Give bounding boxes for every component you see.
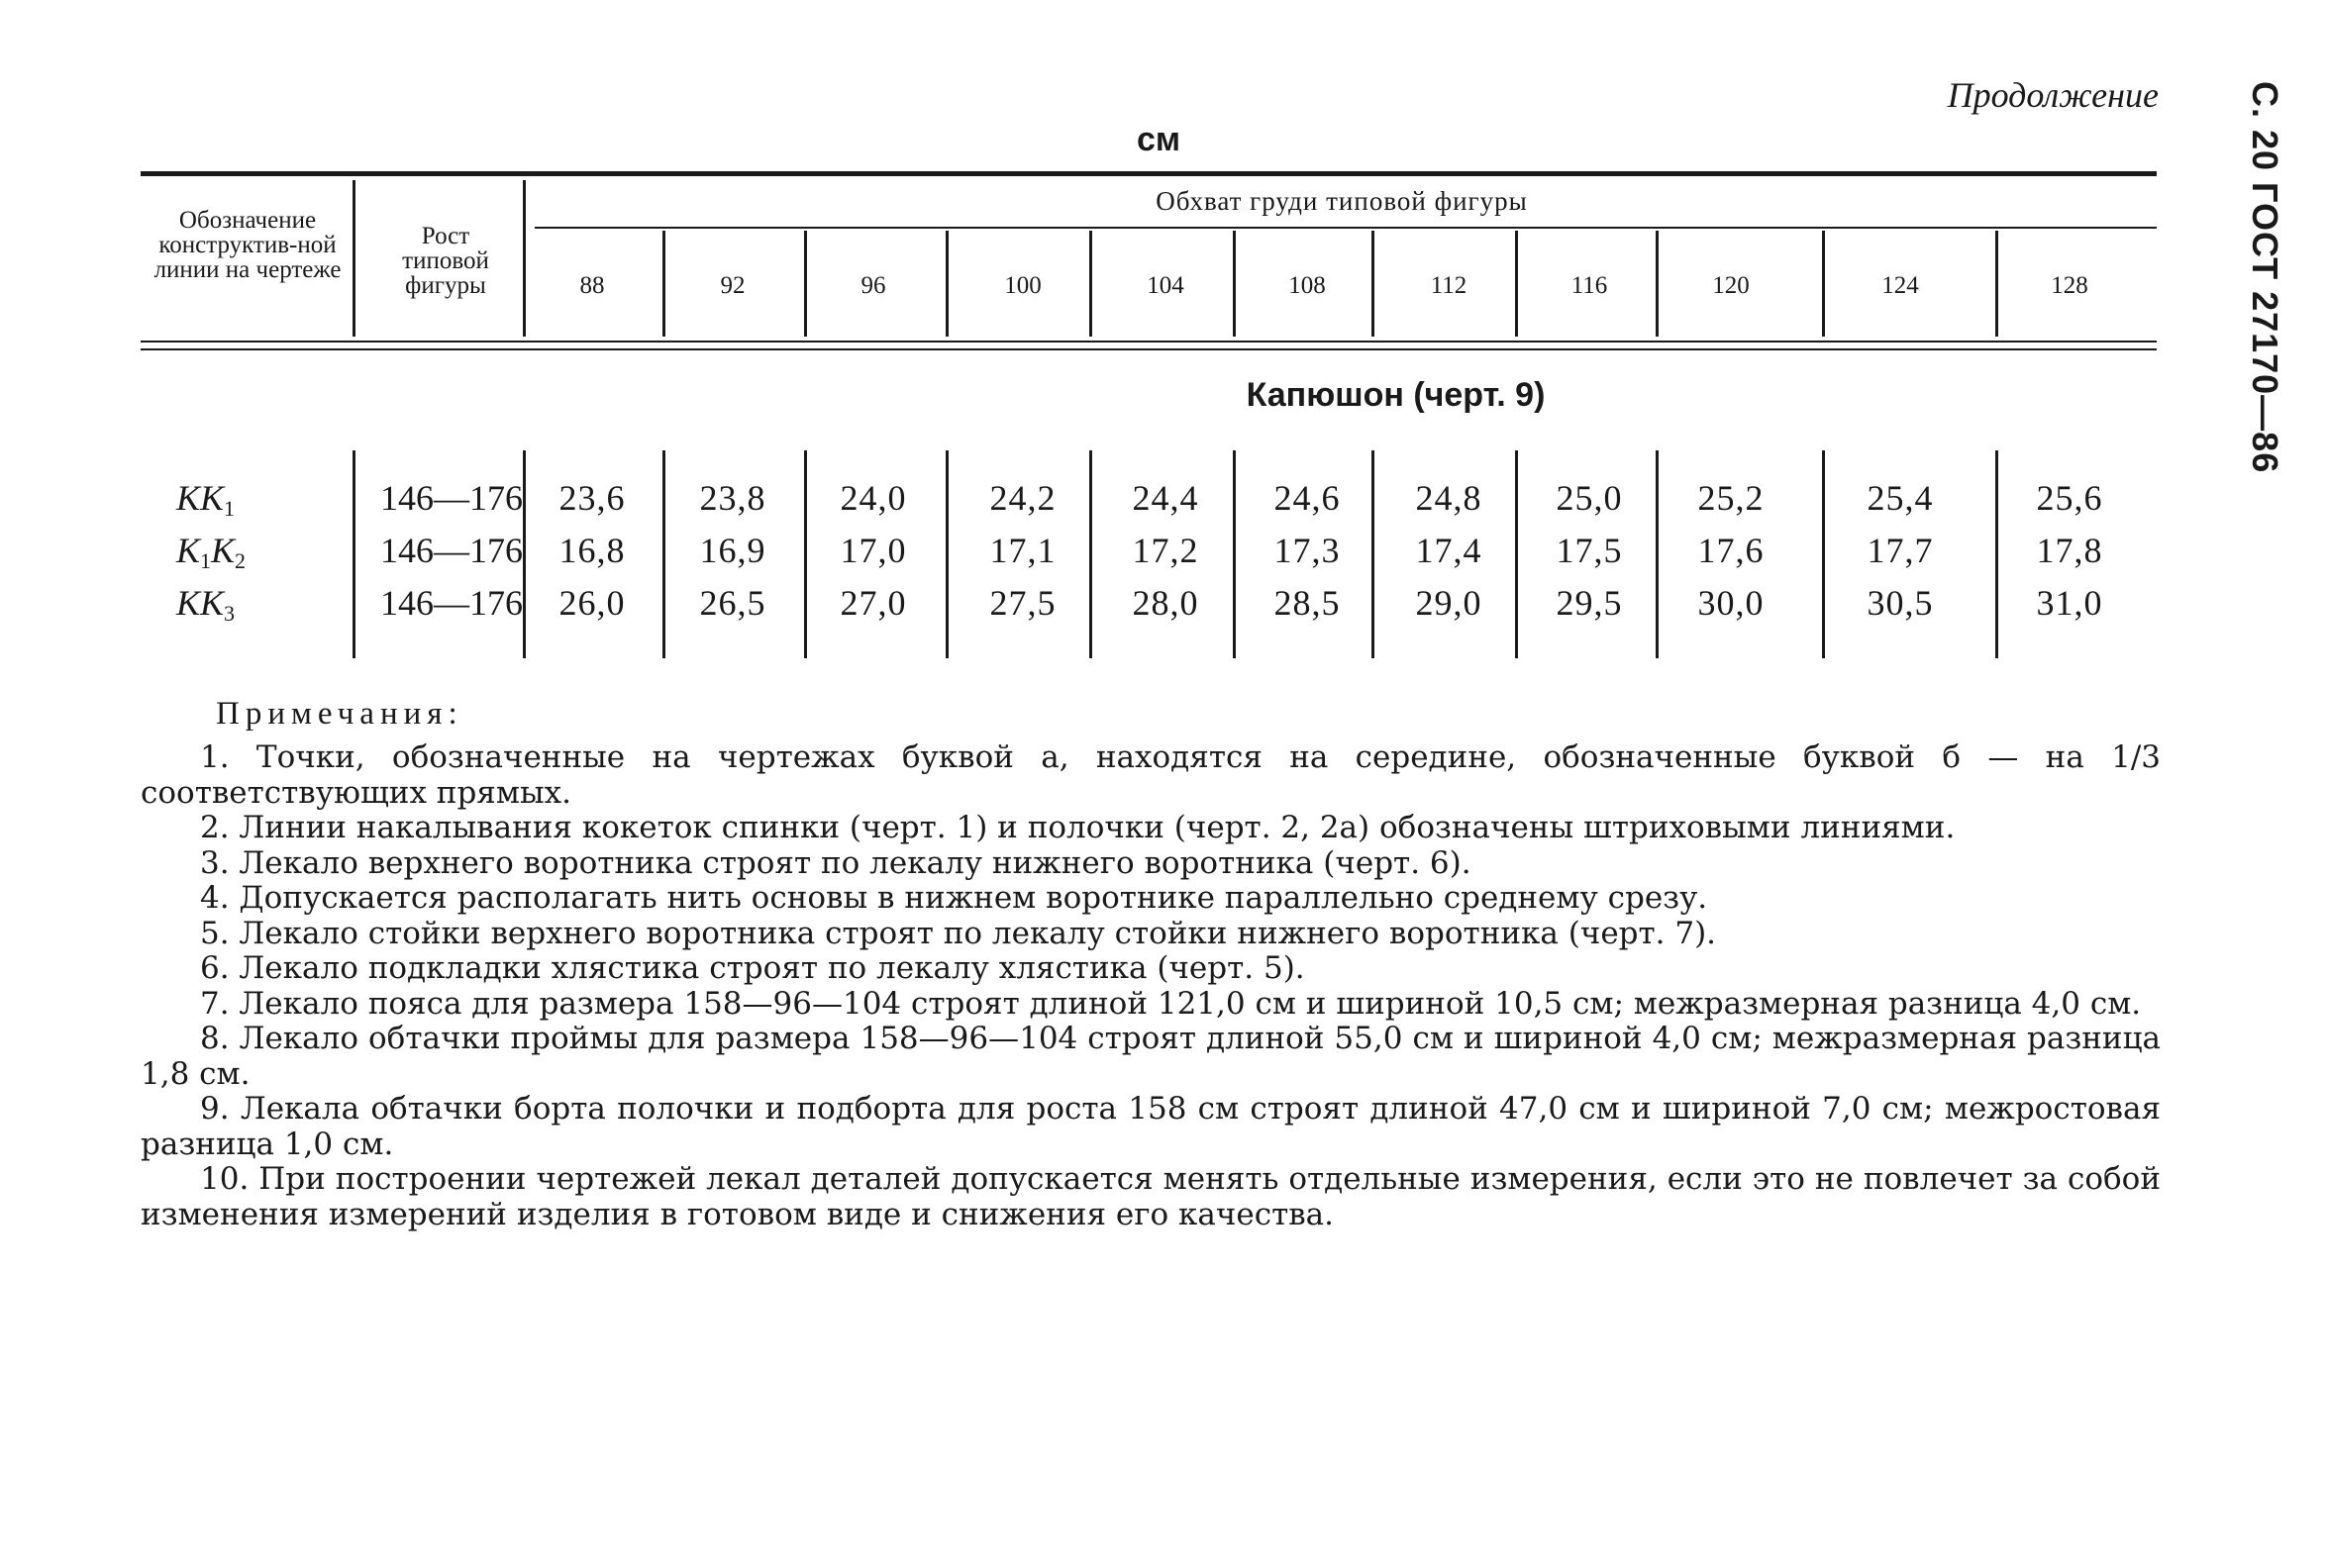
table-cell: 27,5 bbox=[989, 583, 1057, 623]
header-line-label: Обозначение конструктив-ной линии на чертеже bbox=[153, 207, 342, 283]
header-bottom-rule-2 bbox=[141, 348, 2157, 350]
column-header: 124 bbox=[1881, 272, 1919, 299]
line-code-mid: K bbox=[211, 531, 236, 570]
unit-label: см bbox=[1136, 121, 1181, 158]
column-header: 112 bbox=[1430, 272, 1467, 299]
table-cell: 30,0 bbox=[1697, 583, 1765, 623]
table-cell: 24,6 bbox=[1273, 478, 1341, 518]
header-col-separator bbox=[1371, 231, 1374, 337]
bust-header-rule bbox=[535, 227, 2157, 229]
table-cell: 16,8 bbox=[558, 531, 626, 570]
header-col-separator bbox=[804, 231, 807, 337]
table-cell: 29,5 bbox=[1556, 583, 1623, 623]
note-item: 8. Лекало обтачки проймы для размера 158—96—104 строят длиной 55,0 см и шириной 4,0 см; межразмерная разница 1,8 см. bbox=[141, 1021, 2161, 1092]
note-item: 4. Допускается располагать нить основы в нижнем воротнике параллельно среднему срезу. bbox=[200, 880, 1708, 916]
table-row bbox=[0, 530, 2178, 579]
table-cell: 17,8 bbox=[2036, 531, 2103, 570]
header-vline-1 bbox=[353, 180, 355, 337]
header-bust: Обхват груди типовой фигуры bbox=[1156, 186, 1528, 216]
continuation-label: Продолжение bbox=[1947, 75, 2159, 115]
line-code-main: K bbox=[176, 531, 201, 570]
note-item: 10. При построении чертежей лекал деталей допускается менять отдельные измерения, если это не повлечет за собой изменения измерений изделия в готовом виде и снижения его качества. bbox=[141, 1161, 2161, 1232]
table-cell: 30,5 bbox=[1867, 583, 1934, 623]
header-vline-2 bbox=[523, 180, 526, 337]
table-cell: 24,4 bbox=[1132, 478, 1199, 518]
table-cell: 31,0 bbox=[2036, 583, 2103, 623]
note-item: 6. Лекало подкладки хлястика строят по лекалу хлястика (черт. 5). bbox=[200, 950, 1305, 986]
table-cell: 17,6 bbox=[1697, 531, 1765, 570]
table-cell: 23,6 bbox=[558, 478, 626, 518]
table-cell: 17,3 bbox=[1273, 531, 1341, 570]
table-cell: 28,5 bbox=[1273, 583, 1341, 623]
header-col-separator bbox=[662, 231, 665, 337]
notes-list bbox=[141, 740, 2161, 1232]
column-header: 96 bbox=[860, 272, 886, 299]
header-col-separator bbox=[1656, 231, 1659, 337]
column-header: 120 bbox=[1712, 272, 1750, 299]
header-col-separator bbox=[1089, 231, 1092, 337]
column-header: 128 bbox=[2051, 272, 2088, 299]
column-header: 88 bbox=[579, 272, 605, 299]
height-range: 146—176 bbox=[380, 583, 523, 623]
section-title: Капюшон (черт. 9) bbox=[1246, 376, 1546, 414]
table-cell: 24,2 bbox=[989, 478, 1057, 518]
notes-title: Примечания: bbox=[216, 696, 463, 732]
table-cell: 25,4 bbox=[1867, 478, 1934, 518]
table-cell: 26,5 bbox=[699, 583, 766, 623]
line-code-sub: 1 bbox=[224, 496, 236, 521]
header-col-separator bbox=[946, 231, 949, 337]
side-header-text: С. 20 ГОСТ 27170—86 bbox=[2245, 81, 2285, 474]
height-range: 146—176 bbox=[380, 531, 523, 570]
column-header: 108 bbox=[1288, 272, 1326, 299]
note-item: 3. Лекало верхнего воротника строят по лекалу нижнего воротника (черт. 6). bbox=[200, 844, 1471, 881]
line-code bbox=[176, 477, 235, 522]
header-col-separator bbox=[1233, 231, 1236, 337]
note-item: 1. Точки, обозначенные на чертежах буквой а, находятся на середине, обозначенные буквой б — на 1/3 соответствующих прямых. bbox=[141, 739, 2161, 811]
column-header: 104 bbox=[1147, 272, 1184, 299]
table-cell: 25,0 bbox=[1556, 478, 1623, 518]
line-code-main: KK bbox=[176, 478, 225, 518]
height-range: 146—176 bbox=[380, 478, 523, 518]
note-item: 9. Лекала обтачки борта полочки и подборта для роста 158 см строят длиной 47,0 см и шириной 7,0 см; межростовая разница 1,0 см. bbox=[141, 1091, 2161, 1162]
note-item: 5. Лекало стойки верхнего воротника строят по лекалу стойки нижнего воротника (черт. 7). bbox=[200, 915, 1717, 951]
header-col-separator bbox=[1515, 231, 1518, 337]
header-col-separator bbox=[1822, 231, 1825, 337]
table-cell: 25,6 bbox=[2036, 478, 2103, 518]
table-cell: 17,2 bbox=[1132, 531, 1199, 570]
table-cell: 24,8 bbox=[1415, 478, 1482, 518]
column-header: 100 bbox=[1004, 272, 1042, 299]
table-cell: 26,0 bbox=[558, 583, 626, 623]
line-code bbox=[176, 582, 235, 627]
table-cell: 17,1 bbox=[989, 531, 1057, 570]
table-row bbox=[0, 582, 2178, 632]
table-cell: 17,4 bbox=[1415, 531, 1482, 570]
table-cell: 25,2 bbox=[1697, 478, 1765, 518]
table-cell: 17,0 bbox=[840, 531, 907, 570]
table-cell: 28,0 bbox=[1132, 583, 1199, 623]
table-cell: 29,0 bbox=[1415, 583, 1482, 623]
line-code-main: KK bbox=[176, 583, 225, 623]
header-col-separator bbox=[1995, 231, 1998, 337]
table-row bbox=[0, 477, 2178, 527]
header-height: Рост типовой фигуры bbox=[402, 223, 489, 299]
table-top-rule bbox=[141, 171, 2157, 176]
header-bottom-rule-1 bbox=[141, 341, 2157, 343]
table-cell: 17,5 bbox=[1556, 531, 1623, 570]
table-cell: 16,9 bbox=[699, 531, 766, 570]
table-cell: 24,0 bbox=[840, 478, 907, 518]
table-cell: 23,8 bbox=[699, 478, 766, 518]
line-code-sub: 2 bbox=[235, 548, 247, 573]
table-cell: 17,7 bbox=[1867, 531, 1934, 570]
line-code bbox=[176, 530, 246, 574]
line-code-sub: 3 bbox=[224, 601, 236, 626]
note-item: 2. Линии накалывания кокеток спинки (черт. 1) и полочки (черт. 2, 2а) обозначены штриховыми линиями. bbox=[200, 810, 1956, 845]
column-header: 92 bbox=[720, 272, 746, 299]
note-item: 7. Лекало пояса для размера 158—96—104 строят длиной 121,0 см и шириной 10,5 см; межразмерная разница 4,0 см. bbox=[200, 985, 2142, 1022]
column-header: 116 bbox=[1570, 272, 1608, 299]
table-cell: 27,0 bbox=[840, 583, 907, 623]
line-code-sub: 1 bbox=[200, 548, 212, 573]
